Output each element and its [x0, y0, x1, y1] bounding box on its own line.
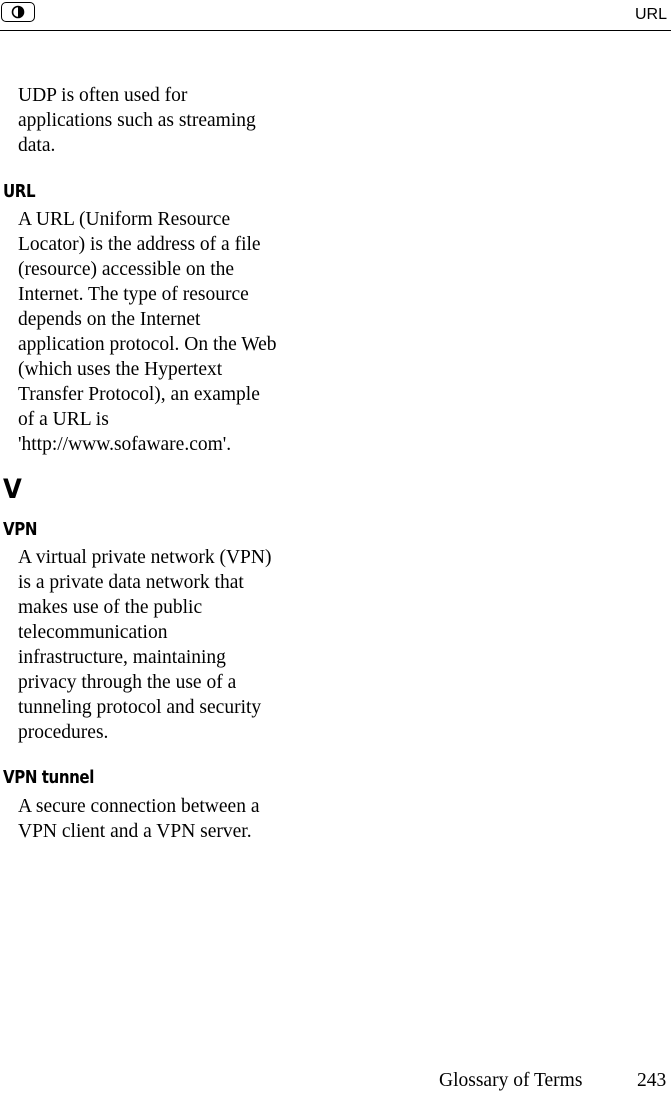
header-title: URL	[634, 6, 667, 23]
glossary-definition-vpn	[18, 545, 308, 745]
intro-line: data.	[18, 135, 56, 156]
page-number: 243	[637, 1070, 667, 1091]
definition-line: procedures.	[18, 722, 109, 743]
definition-line: A URL (Uniform Resource	[18, 209, 231, 230]
eye-icon	[1, 2, 35, 22]
definition-line: is a private data network that	[18, 572, 244, 593]
glossary-term-url: URL	[3, 182, 36, 202]
definition-line: 'http://www.sofaware.com'.	[18, 434, 232, 455]
definition-line: A secure connection between a	[18, 796, 260, 817]
definition-line: application protocol. On the Web	[18, 334, 277, 355]
definition-line: depends on the Internet	[18, 309, 201, 330]
definition-line: tunneling protocol and security	[18, 697, 262, 718]
section-letter: V	[3, 474, 22, 505]
definition-line: privacy through the use of a	[18, 672, 237, 693]
definition-line: Internet. The type of resource	[18, 284, 249, 305]
definition-line: of a URL is	[18, 409, 109, 430]
glossary-term-vpn-tunnel: VPN tunnel	[3, 768, 94, 788]
definition-line: VPN client and a VPN server.	[18, 821, 252, 842]
intro-line: applications such as streaming	[18, 110, 256, 131]
definition-line: makes use of the public	[18, 597, 203, 618]
definition-line: Transfer Protocol), an example	[18, 384, 260, 405]
glossary-definition-vpn-tunnel	[18, 794, 308, 844]
definition-line: (resource) accessible on the	[18, 259, 235, 280]
definition-line: A virtual private network (VPN)	[18, 547, 272, 568]
definition-line: telecommunication	[18, 622, 168, 643]
definition-line: Locator) is the address of a file	[18, 234, 261, 255]
glossary-term-vpn: VPN	[3, 520, 37, 540]
footer-section-title: Glossary of Terms	[439, 1070, 583, 1091]
page-header	[0, 0, 671, 31]
definition-line: infrastructure, maintaining	[18, 647, 226, 668]
intro-paragraph	[18, 83, 308, 158]
intro-line: UDP is often used for	[18, 85, 188, 106]
definition-line: (which uses the Hypertext	[18, 359, 223, 380]
glossary-definition-url	[18, 207, 308, 457]
